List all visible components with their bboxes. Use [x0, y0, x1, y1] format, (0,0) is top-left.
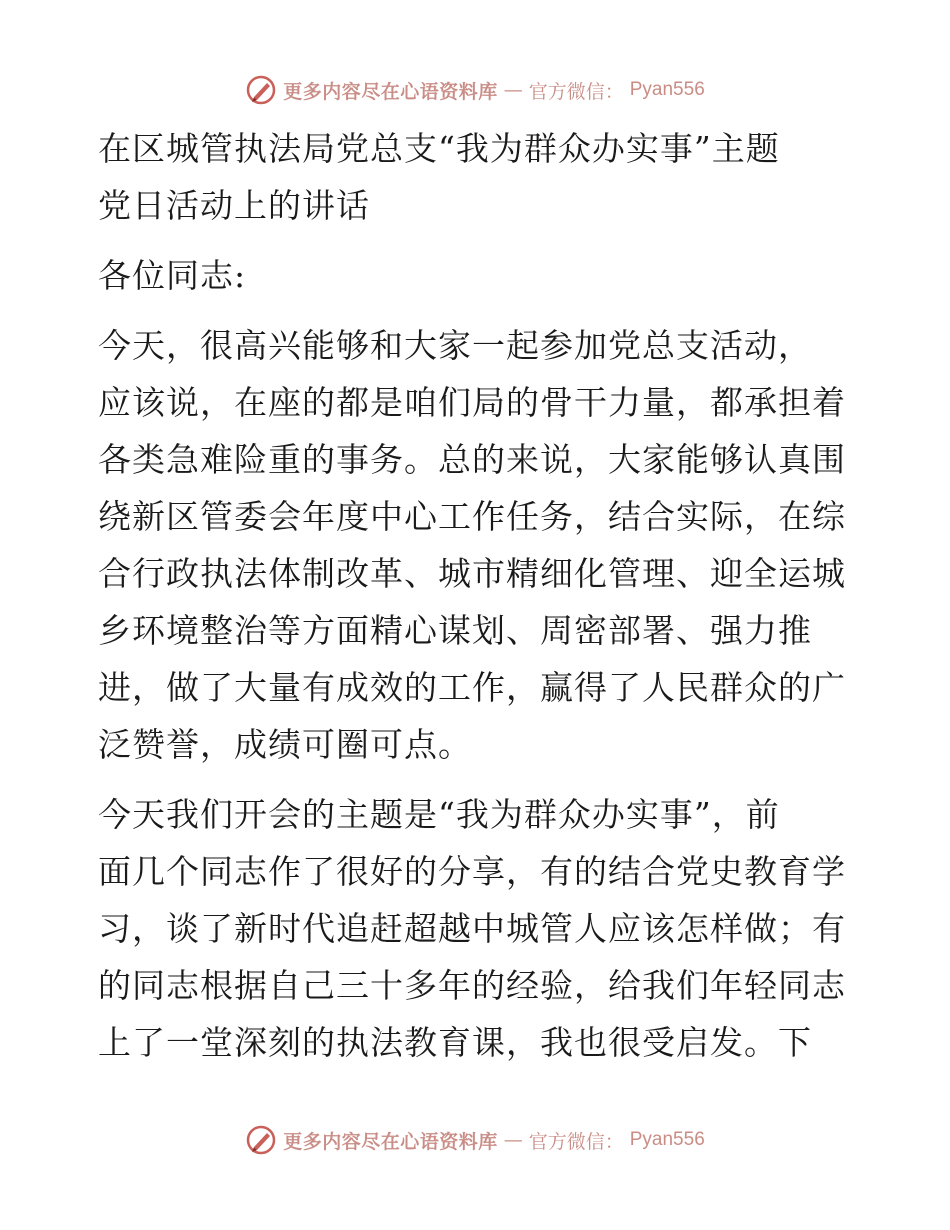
pen-logo-icon: [245, 74, 277, 106]
paragraph-line: 的同志根据自己三十多年的经验，给我们年轻同志: [98, 966, 846, 1005]
watermark-text: 更多内容尽在心语资料库: [283, 80, 498, 103]
title-line: 党日活动上的讲话: [98, 186, 370, 225]
watermark-label: 官方微信：: [528, 1130, 624, 1153]
watermark-footer: [0, 1122, 950, 1158]
watermark-separator: —: [503, 1129, 523, 1151]
watermark-id: Pyan556: [629, 79, 705, 100]
paragraph: [98, 786, 858, 1071]
watermark-separator: —: [503, 79, 523, 101]
paragraph-line: 面几个同志作了很好的分享，有的结合党史教育学: [98, 852, 846, 891]
pen-logo-icon: [245, 1124, 277, 1156]
watermark-id: Pyan556: [629, 1129, 705, 1150]
paragraph-line: 乡环境整治等方面精心谋划、周密部署、强力推: [98, 611, 812, 650]
paragraph-line: 上了一堂深刻的执法教育课，我也很受启发。下: [98, 1023, 812, 1062]
paragraph-line: 进，做了大量有成效的工作，赢得了人民群众的广: [98, 668, 846, 707]
document-title: [98, 120, 858, 234]
document-body: [98, 120, 858, 1071]
watermark-header: [0, 72, 950, 108]
paragraph-line: 应该说，在座的都是咱们局的骨干力量，都承担着: [98, 383, 846, 422]
greeting: 各位同志:: [98, 256, 247, 295]
paragraph-line: 绕新区管委会年度中心工作任务，结合实际，在综: [98, 497, 846, 536]
watermark-text: 更多内容尽在心语资料库: [283, 1130, 498, 1153]
paragraph-line: 泛赞誉，成绩可圈可点。: [98, 725, 472, 764]
paragraph-line: 习，谈了新时代追赶超越中城管人应该怎样做；有: [98, 909, 846, 948]
paragraph-line: 今天，很高兴能够和大家一起参加党总支活动，: [98, 326, 812, 365]
title-line: 在区城管执法局党总支“我为群众办实事”主题: [98, 129, 780, 168]
paragraph-line: 合行政执法体制改革、城市精细化管理、迎全运城: [98, 554, 846, 593]
paragraph: [98, 317, 858, 773]
paragraph-line: 今天我们开会的主题是“我为群众办实事”，前: [98, 795, 780, 834]
watermark-label: 官方微信：: [528, 80, 624, 103]
paragraph-line: 各类急难险重的事务。总的来说，大家能够认真围: [98, 440, 846, 479]
